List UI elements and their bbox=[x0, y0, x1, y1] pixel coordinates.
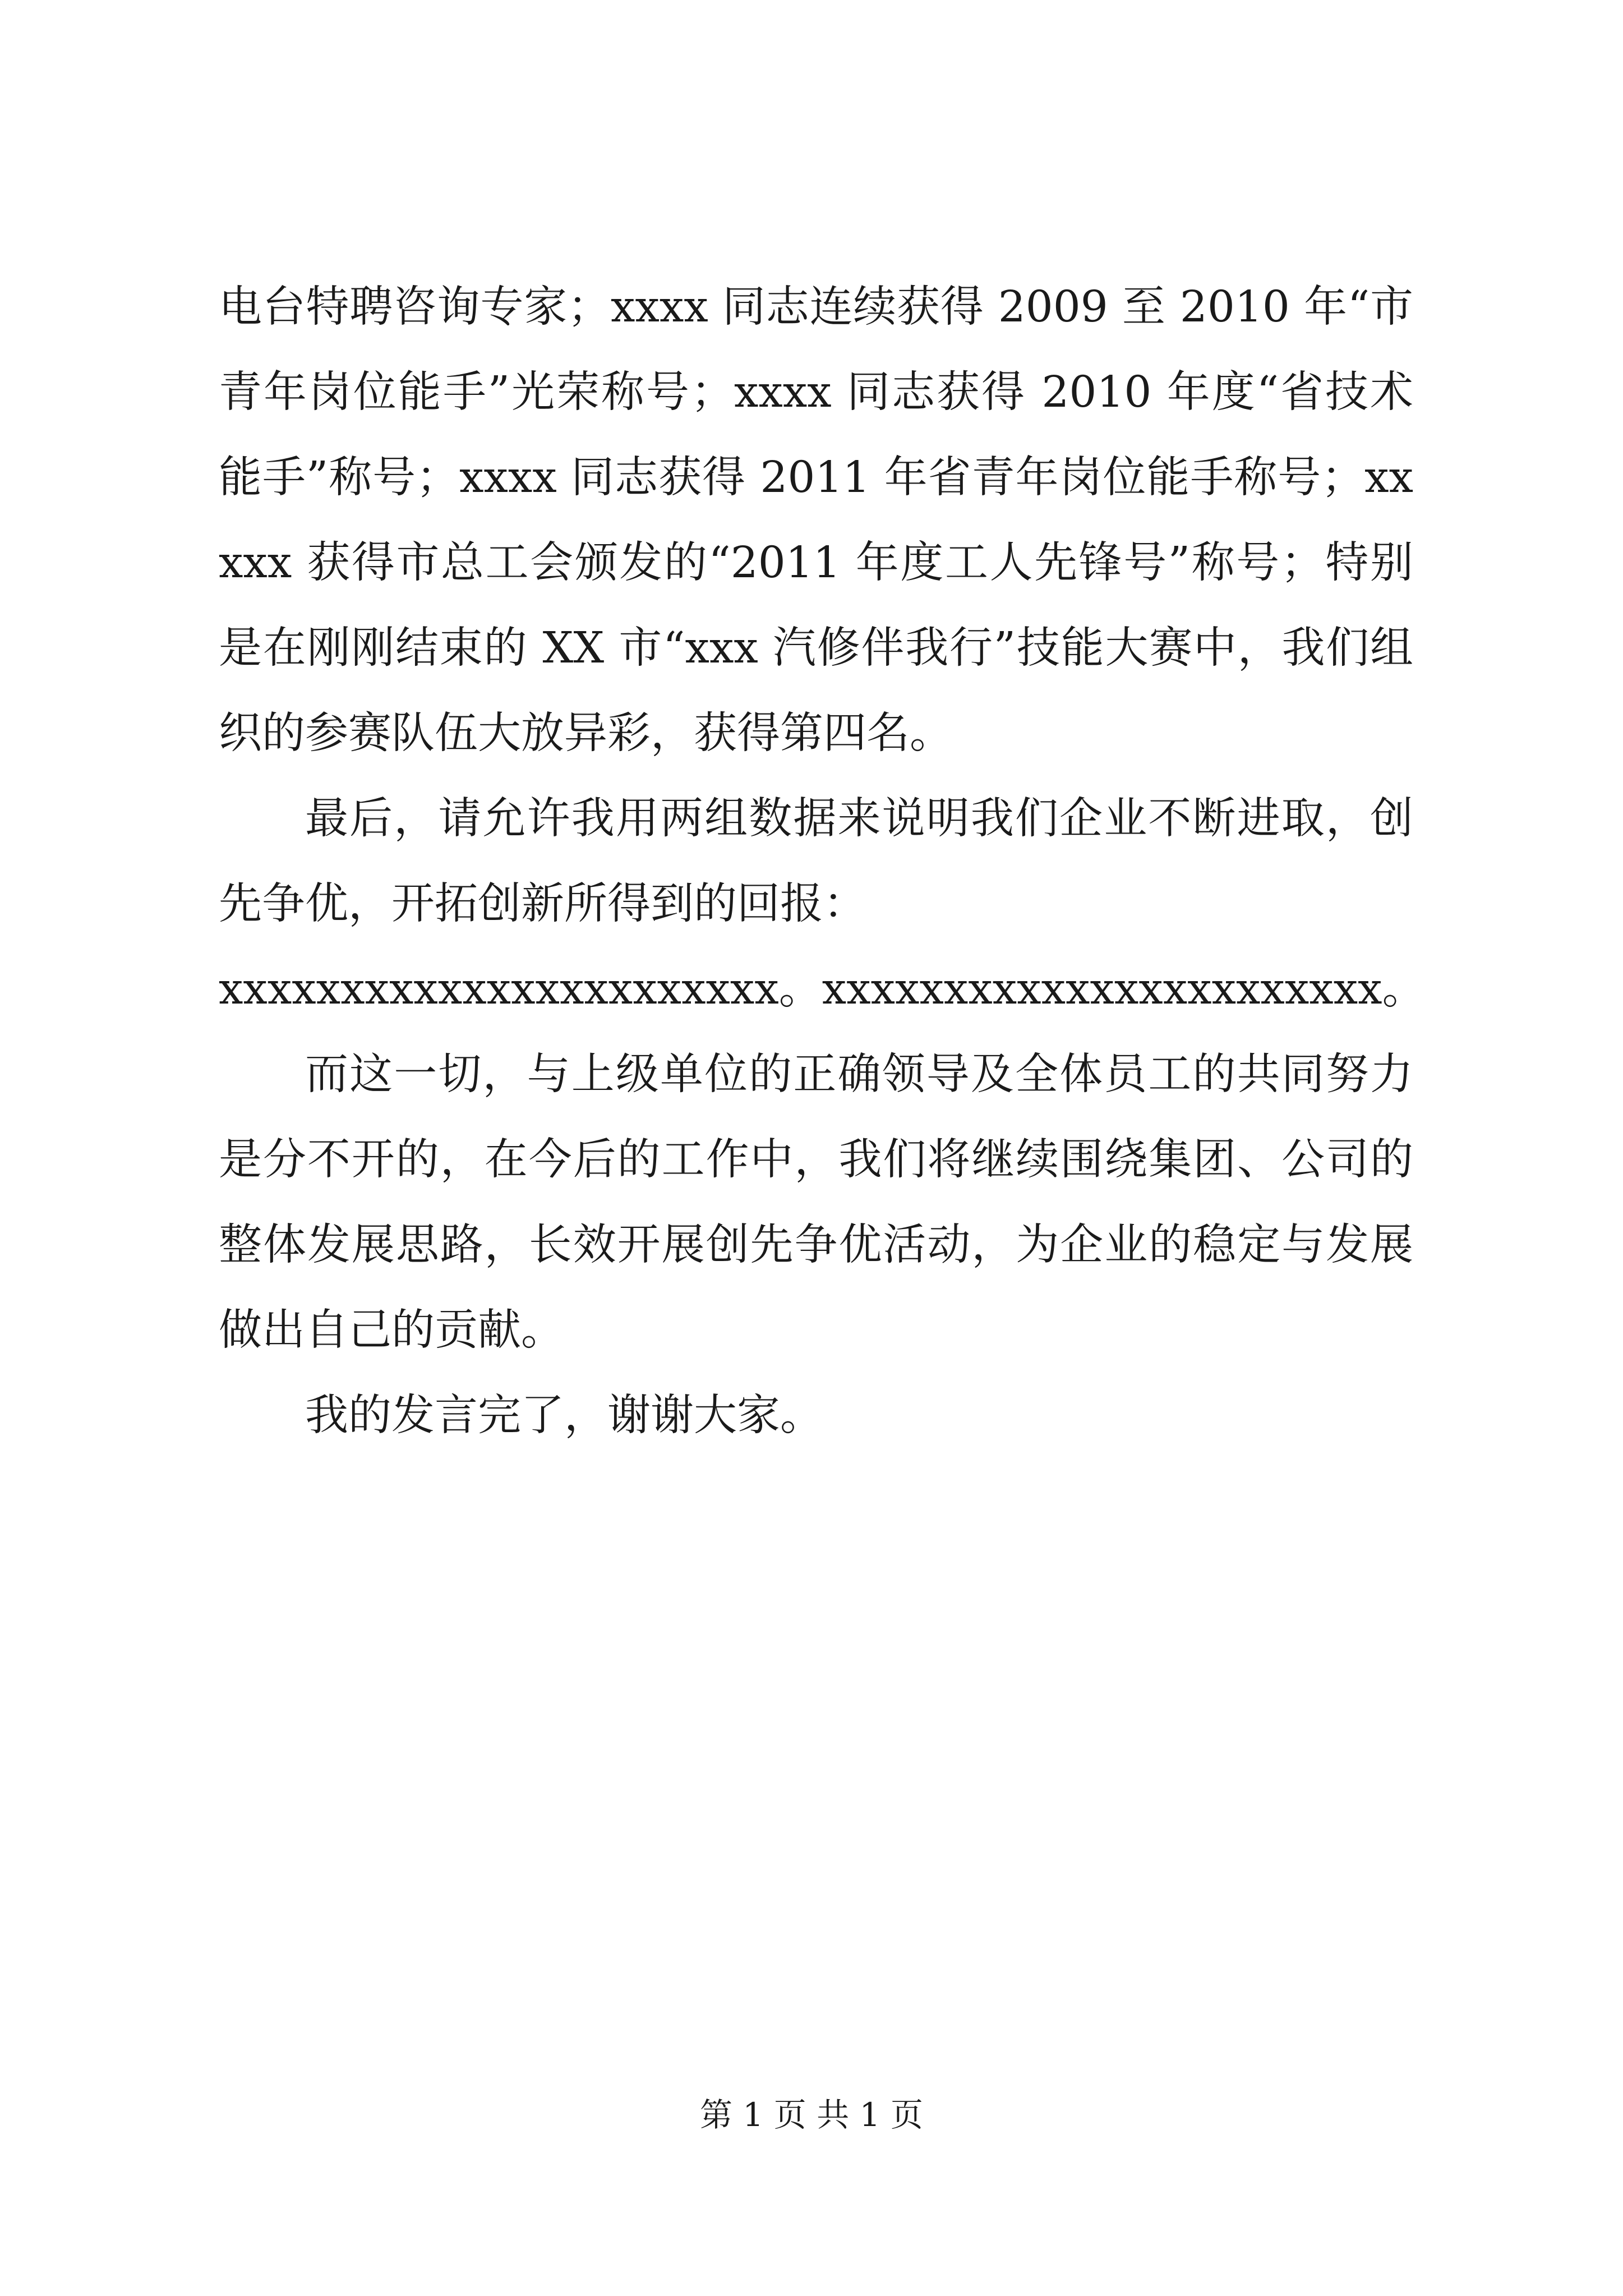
paragraph-data-placeholder: xxxxxxxxxxxxxxxxxxxxxxx。xxxxxxxxxxxxxxxxxxxxxxx。 bbox=[219, 964, 1426, 1014]
paragraph-awards: 电台特聘咨询专家；xxxx 同志连续获得 2009 至 2010 年“市青年岗位能手”光荣称号；xxxx 同志获得 2010 年度“省技术能手”称号；xxxx 同志获得 2011 年省青年岗位能手称号；xxxxx 获得市总工会颁发的“2011 年度工人先锋号”称号；特别是在刚刚结束的 XX 市“xxx 汽修伴我行”技能大赛中，我们组织的参赛队伍大放异彩，获得第四名。 bbox=[219, 282, 1413, 758]
paragraph-thanks: 我的发言完了，谢谢大家。 bbox=[305, 1391, 823, 1441]
paragraph-outlook: 而这一切，与上级单位的正确领导及全体员工的共同努力是分不开的，在今后的工作中，我们将继续围绕集团、公司的整体发展思路，长效开展创先争优活动，为企业的稳定与发展做出自己的贡献。 bbox=[219, 1050, 1413, 1355]
page-number-footer: 第 1 页 共 1 页 bbox=[700, 2096, 923, 2134]
document-body bbox=[219, 265, 1426, 1458]
paragraph-closing-intro: 最后，请允许我用两组数据来说明我们企业不断进取，创先争优，开拓创新所得到的回报： bbox=[219, 794, 1413, 929]
